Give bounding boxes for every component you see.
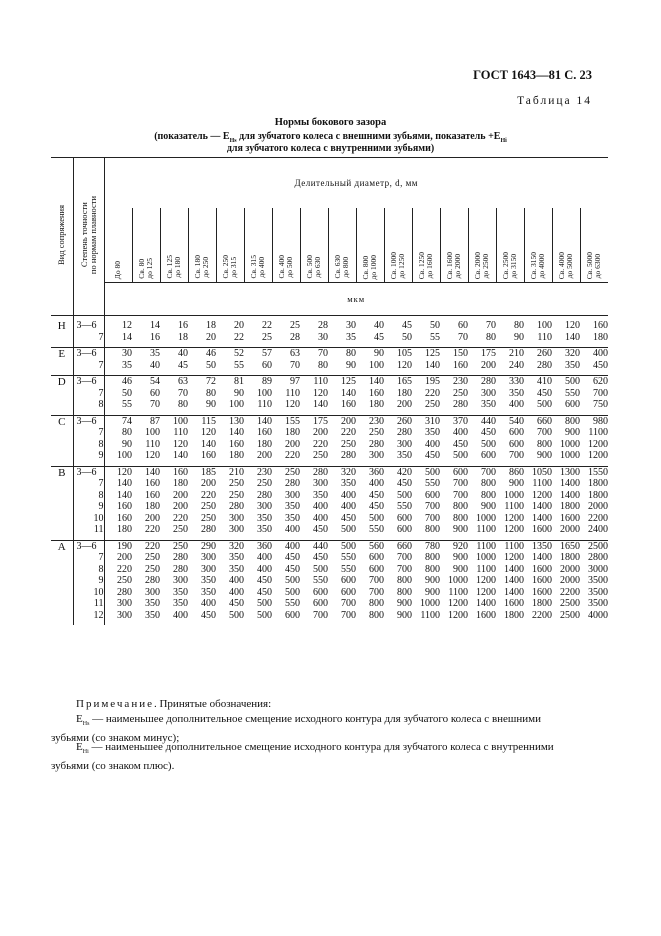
value-cell: 125 140 160 <box>328 376 356 416</box>
value-cell: 22 25 <box>244 316 272 348</box>
value-cell: 57 60 <box>244 348 272 376</box>
value-cell: 80 90 <box>496 316 524 348</box>
precision-grades: 3—6 7 <box>73 316 104 348</box>
value-cell: 80 90 <box>328 348 356 376</box>
value-cell: 230 250 280 <box>440 376 468 416</box>
value-cell: 100 110 120 140 <box>160 415 188 466</box>
value-cell: 110 120 140 <box>300 376 328 416</box>
note-label: Примечание <box>76 698 154 710</box>
fit-type: H <box>51 316 73 348</box>
precision-grades: 3—6 7 8 <box>73 376 104 416</box>
value-cell: 320 350 350 400 400 450 500 <box>229 540 244 621</box>
size-range-header: Св. 80 до 125 <box>132 208 160 283</box>
value-cell: 54 60 70 <box>132 376 160 416</box>
value-cell: 2500 2800 3000 3500 3500 3500 4000 <box>588 540 608 621</box>
value-cell: 980 1100 1200 1200 <box>580 415 608 466</box>
value-cell: 290 300 300 350 350 400 450 <box>201 540 216 621</box>
value-cell: 360 400 450 450 500 550 <box>356 466 384 540</box>
value-cell: 35 40 <box>132 348 160 376</box>
value-cell: 165 180 200 <box>384 376 412 416</box>
legend-ehs: $E_{Hs}$ — наименьшее дополнительное смещение исходного контура для зубчатого колеса с внешними зубьями (со знаком минус); <box>51 713 541 745</box>
value-cell: 700 800 800 900 1000 1100 <box>468 466 496 540</box>
size-range-header: Св. 315 до 400 <box>244 208 272 283</box>
value-cell: 40 45 <box>356 316 384 348</box>
value-cell: 175 200 <box>468 348 496 376</box>
value-cell: 310 350 400 450 <box>412 415 440 466</box>
size-range-header: Св. 2500 до 3150 <box>496 208 524 283</box>
value-cell: 28 30 <box>300 316 328 348</box>
value-cell: 620 700 750 <box>580 376 608 416</box>
value-cell: 20 22 <box>216 316 244 348</box>
value-cell: 105 120 <box>384 348 412 376</box>
value-cell: 18 20 <box>188 316 216 348</box>
value-cell: 250 280 280 300 350 350 400 <box>173 540 188 621</box>
size-range-header: Св. 2000 до 2500 <box>468 208 496 283</box>
value-cell: 100 110 <box>524 316 552 348</box>
value-cell: 360 400 400 450 450 500 500 <box>257 540 272 621</box>
value-cell: 1650 1800 2000 2000 2200 2500 2500 <box>560 540 580 621</box>
unit-header: мкм <box>104 283 608 316</box>
size-range-header: Св. 400 до 500 <box>272 208 300 283</box>
col-header-fit: Вид сопряжения <box>51 158 73 316</box>
value-cell: 70 80 <box>468 316 496 348</box>
value-cell: 800 900 1000 1000 <box>552 415 580 466</box>
fit-type: C <box>51 415 73 466</box>
size-range-header: До 80 <box>104 208 132 283</box>
value-cell: 60 70 <box>440 316 468 348</box>
value-cell: 46 50 <box>188 348 216 376</box>
table-subtitle: (показатель — $E_{Hs}$ для зубчатого колеса с внешними зубьями, показатель $+E_{Hi}$ <box>154 131 507 144</box>
value-cell: 14 16 <box>132 316 160 348</box>
precision-grades: 3—6 7 <box>73 348 104 376</box>
value-cell: 400 450 450 500 500 550 600 <box>285 540 300 621</box>
value-cell: 63 70 80 <box>160 376 188 416</box>
value-cell: 160 180 <box>580 316 608 348</box>
value-cell: 195 220 250 <box>412 376 440 416</box>
value-cell: 920 900 900 1000 1100 1200 1200 <box>448 540 468 621</box>
page-header: ГОСТ 1643—81 С. 23 <box>473 68 592 82</box>
value-cell: 230 250 280 300 350 350 <box>244 466 272 540</box>
size-range-header: Св. 630 до 800 <box>328 208 356 283</box>
value-cell: 115 120 140 160 <box>188 415 216 466</box>
value-cell: 30 35 <box>104 348 132 376</box>
table-row <box>51 376 608 416</box>
value-cell: 52 55 <box>216 348 244 376</box>
value-cell: 140 160 180 200 <box>244 415 272 466</box>
size-range-header: Св. 1600 до 2000 <box>440 208 468 283</box>
value-cell: 63 70 <box>272 348 300 376</box>
value-cell: 50 55 <box>412 316 440 348</box>
value-cell: 45 50 <box>384 316 412 348</box>
value-cell: 260 280 <box>524 348 552 376</box>
value-cell: 25 28 <box>272 316 300 348</box>
value-cell: 12 14 <box>104 316 132 348</box>
table-subtitle-cont: для зубчатого колеса с внутренними зубьями) <box>226 143 435 154</box>
value-cell: 280 300 350 <box>468 376 496 416</box>
value-cell: 320 350 400 400 450 500 <box>328 466 356 540</box>
fit-type: A <box>51 540 73 625</box>
table-note: Примечание. Принятые обозначения: <box>76 698 272 710</box>
value-cell: 1300 1400 1400 1800 1600 2000 <box>552 466 580 540</box>
size-range-header: Св. 1250 до 1600 <box>412 208 440 283</box>
table-row <box>51 466 608 540</box>
value-cell: 16 18 <box>160 316 188 348</box>
value-cell: 280 300 350 400 400 450 <box>300 466 328 540</box>
value-cell: 155 180 200 220 <box>272 415 300 466</box>
value-cell: 260 280 300 350 <box>384 415 412 466</box>
value-cell: 410 450 500 <box>524 376 552 416</box>
precision-grades: 3—6 7 8 9 10 11 <box>73 466 104 540</box>
value-cell: 1100 1000 1100 1200 1200 1400 1600 <box>476 540 496 621</box>
value-cell: 230 250 280 300 <box>356 415 384 466</box>
value-cell: 440 450 500 600 <box>468 415 496 466</box>
value-cell: 560 600 600 700 700 800 800 <box>369 540 384 621</box>
value-cell: 90 100 <box>356 348 384 376</box>
size-range-header: Св. 800 до 1000 <box>356 208 384 283</box>
value-cell: 200 220 250 280 <box>328 415 356 466</box>
table-row <box>51 540 608 625</box>
value-cell: 81 90 100 <box>216 376 244 416</box>
precision-grades: 3—6 7 8 9 <box>73 415 104 466</box>
size-range-header: Св. 180 до 250 <box>188 208 216 283</box>
value-cell: 140 160 180 <box>356 376 384 416</box>
fit-type: B <box>51 466 73 540</box>
backlash-norms-table <box>51 157 608 625</box>
value-cell: 175 200 220 250 <box>300 415 328 466</box>
col-header-grade: Степень точности по нормам плавности <box>73 158 104 316</box>
value-cell: 500 550 600 700 700 800 <box>412 466 440 540</box>
diameter-header: Делительный диаметр, d, мм <box>104 158 608 209</box>
size-range-header: Св. 5000 до 6300 <box>585 251 603 279</box>
value-cell: 500 550 600 <box>552 376 580 416</box>
value-cell: 160 180 200 200 220 250 <box>160 466 188 540</box>
value-cell: 250 280 300 350 350 400 <box>272 466 300 540</box>
value-cell: 190 200 220 250 280 300 300 <box>117 540 132 621</box>
value-cell: 30 35 <box>328 316 356 348</box>
value-cell: 120 140 140 160 160 180 <box>104 466 132 540</box>
fit-type: D <box>51 376 73 416</box>
value-cell: 89 100 110 <box>244 376 272 416</box>
value-cell: 40 45 <box>160 348 188 376</box>
value-cell: 46 50 55 <box>104 376 132 416</box>
value-cell: 125 140 <box>412 348 440 376</box>
value-cell: 220 250 250 280 300 350 350 <box>145 540 160 621</box>
value-cell: 1100 1200 1400 1400 1400 1600 1800 <box>504 540 524 621</box>
value-cell: 97 110 120 <box>272 376 300 416</box>
value-cell: 600 700 700 800 800 900 <box>440 466 468 540</box>
value-cell: 660 700 700 800 800 900 900 <box>397 540 412 621</box>
value-cell: 210 250 250 280 300 300 <box>216 466 244 540</box>
size-range-header: Св. 4000 до 5000 <box>552 208 580 283</box>
size-range-header: Св. 125 до 180 <box>160 208 188 283</box>
value-cell: 1550 1800 1800 2000 2200 2400 <box>580 466 608 540</box>
table-row <box>51 316 608 348</box>
value-cell: 150 160 <box>440 348 468 376</box>
value-cell: 860 900 1000 1100 1200 1200 <box>496 466 524 540</box>
value-cell: 780 800 800 900 900 1000 1100 <box>420 540 440 621</box>
value-cell: 330 350 400 <box>496 376 524 416</box>
legend-ehi: $E_{Hi}$ — наименьшее дополнительное смещение исходного контура для зубчатого колеса с внутренними зубьями (со знаком плюс). <box>51 741 554 773</box>
value-cell: 500 550 550 600 600 700 700 <box>341 540 356 621</box>
size-range-header: Св. 500 до 630 <box>300 208 328 283</box>
value-cell: 74 80 90 100 <box>104 415 132 466</box>
size-range-header: Св. 3150 до 4000 <box>524 208 552 283</box>
value-cell: 87 100 110 120 <box>132 415 160 466</box>
value-cell: 370 400 450 500 <box>440 415 468 466</box>
table-row <box>51 415 608 466</box>
value-cell: 70 80 <box>300 348 328 376</box>
precision-grades: 3—6 7 8 9 10 11 12 <box>73 540 104 625</box>
table-row <box>51 348 608 376</box>
value-cell: 130 140 160 180 <box>216 415 244 466</box>
table-title: Нормы бокового зазора <box>274 117 387 128</box>
size-range-header: Св. 1000 до 1250 <box>384 208 412 283</box>
fit-type: E <box>51 348 73 376</box>
value-cell: 72 80 90 <box>188 376 216 416</box>
value-cell: 540 600 600 700 <box>496 415 524 466</box>
value-cell: 660 700 800 900 <box>524 415 552 466</box>
value-cell: 120 140 <box>552 316 580 348</box>
value-cell: 420 450 500 550 600 600 <box>384 466 412 540</box>
value-cell: 210 240 <box>496 348 524 376</box>
value-cell: 1350 1400 1600 1600 1600 1800 2200 <box>532 540 552 621</box>
value-cell: 185 200 220 250 250 280 <box>188 466 216 540</box>
value-cell: 1050 1100 1200 1400 1400 1600 <box>524 466 552 540</box>
value-cell: 400 450 <box>580 348 608 376</box>
value-cell: 320 350 <box>552 348 580 376</box>
table-number: Таблица 14 <box>517 95 592 107</box>
size-range-header: Св. 250 до 315 <box>216 208 244 283</box>
value-cell: 140 160 160 180 200 220 <box>132 466 160 540</box>
value-cell: 440 450 500 550 600 600 700 <box>313 540 328 621</box>
